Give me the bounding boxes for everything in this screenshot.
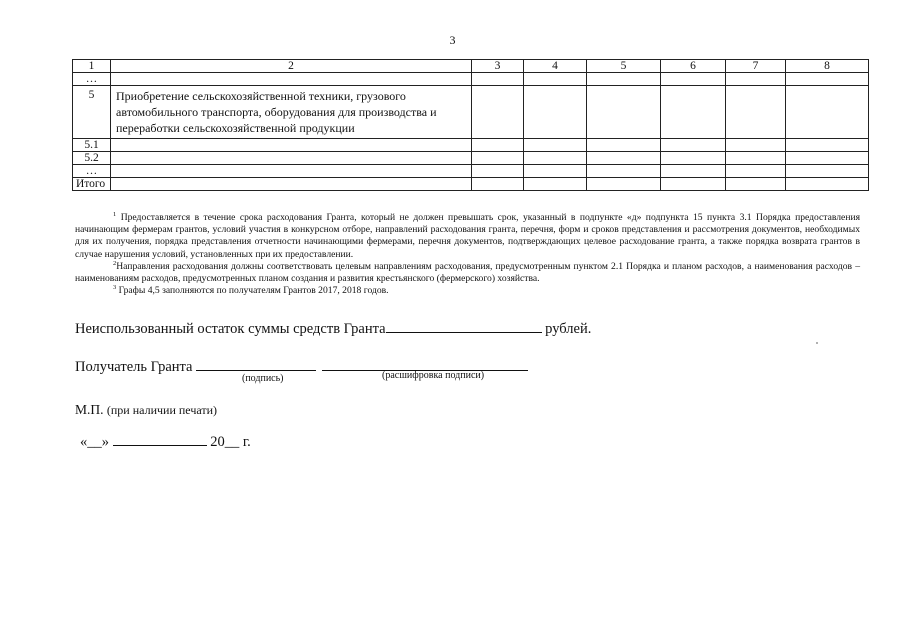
table-row (73, 165, 869, 178)
footnote-text: Предоставляется в течение срока расходования Гранта, который не должен превышать срок, указанный в подпункте «д» подпункта 15 пункта 3.1 Порядка предоставления начинающим фермерам грантов, условий участия в конкурсном отборе, направлений расходования гранта, перечня, форм и сроков представления и рассмотрения документов, необходимых для их получения, порядка представления отчетности начинающими фермерами, перечня документов, подтверждающих целевое расходование гранта, а также порядка возврата грантов в случае нарушения условий, установленных при их предоставлении. (75, 212, 861, 260)
row-text (111, 152, 472, 165)
table-row (73, 86, 869, 139)
page-number: 3 (449, 33, 456, 47)
column-header: 7 (726, 60, 786, 73)
row-number: … (73, 165, 111, 178)
column-header: 6 (661, 60, 726, 73)
row-number: 5 (73, 86, 111, 139)
column-header: 5 (587, 60, 661, 73)
row-text: Приобретение сельскохозяйственной техники, грузового автомобильного транспорта, оборудования для производства и переработки сельскохозяйственной продукции (111, 86, 472, 139)
stamp-line (75, 402, 217, 418)
signature-decoding-field[interactable] (322, 356, 528, 371)
remainder-label: Неиспользованный остаток суммы средств Гранта (75, 321, 386, 337)
date-year-field[interactable]: 20__ (210, 434, 240, 450)
column-header: 4 (524, 60, 587, 73)
recipient-label: Получатель Гранта (75, 359, 193, 375)
row-text (111, 139, 472, 152)
column-header: 2 (111, 60, 472, 73)
row-number: 5.2 (73, 152, 111, 165)
row-text (111, 165, 472, 178)
date-line (80, 431, 251, 451)
footnote-mark: 2 (113, 259, 117, 267)
total-label: Итого (73, 178, 111, 191)
table-row (73, 152, 869, 165)
footnote-3 (75, 285, 860, 297)
footnote-1 (75, 212, 860, 261)
remainder-amount-field[interactable] (386, 318, 542, 333)
footnote-2 (75, 261, 860, 285)
remainder-line (75, 318, 591, 338)
currency-label: рублей. (545, 321, 592, 337)
expenses-table (72, 59, 869, 191)
column-header: 8 (786, 60, 869, 73)
row-text (111, 178, 472, 191)
footnote-text: Графы 4,5 заполняются по получателям Грантов 2017, 2018 годов. (118, 285, 389, 297)
footnote-mark: 3 (113, 284, 117, 292)
stamp-label: М.П. (75, 402, 104, 417)
table-total-row (73, 178, 869, 191)
decoding-caption: (расшифровка подписи) (382, 370, 485, 381)
scan-speck (816, 342, 818, 344)
signature-caption: (подпись) (242, 373, 284, 384)
column-header: 3 (472, 60, 524, 73)
table-row (73, 73, 869, 86)
signature-field[interactable] (196, 356, 316, 371)
footnote-text: Направления расходования должны соответствовать целевым направлениям расходования, предусмотренным пунктом 2.1 Порядка и планом расходов, а наименования расходов – наименованиям расходов, предусмотренных планом создания и развития крестьянского (фермерского) хозяйства. (75, 260, 860, 285)
column-header: 1 (73, 60, 111, 73)
footnotes (75, 212, 860, 297)
date-suffix: г. (242, 434, 251, 450)
row-number: … (73, 73, 111, 86)
table-header-row (73, 60, 869, 73)
table-row (73, 139, 869, 152)
row-text (111, 73, 472, 86)
date-day-field[interactable]: «__» (80, 434, 109, 450)
row-number: 5.1 (73, 139, 111, 152)
stamp-note: (при наличии печати) (106, 403, 218, 417)
footnote-mark: 1 (113, 211, 117, 218)
date-month-field[interactable] (113, 431, 207, 446)
